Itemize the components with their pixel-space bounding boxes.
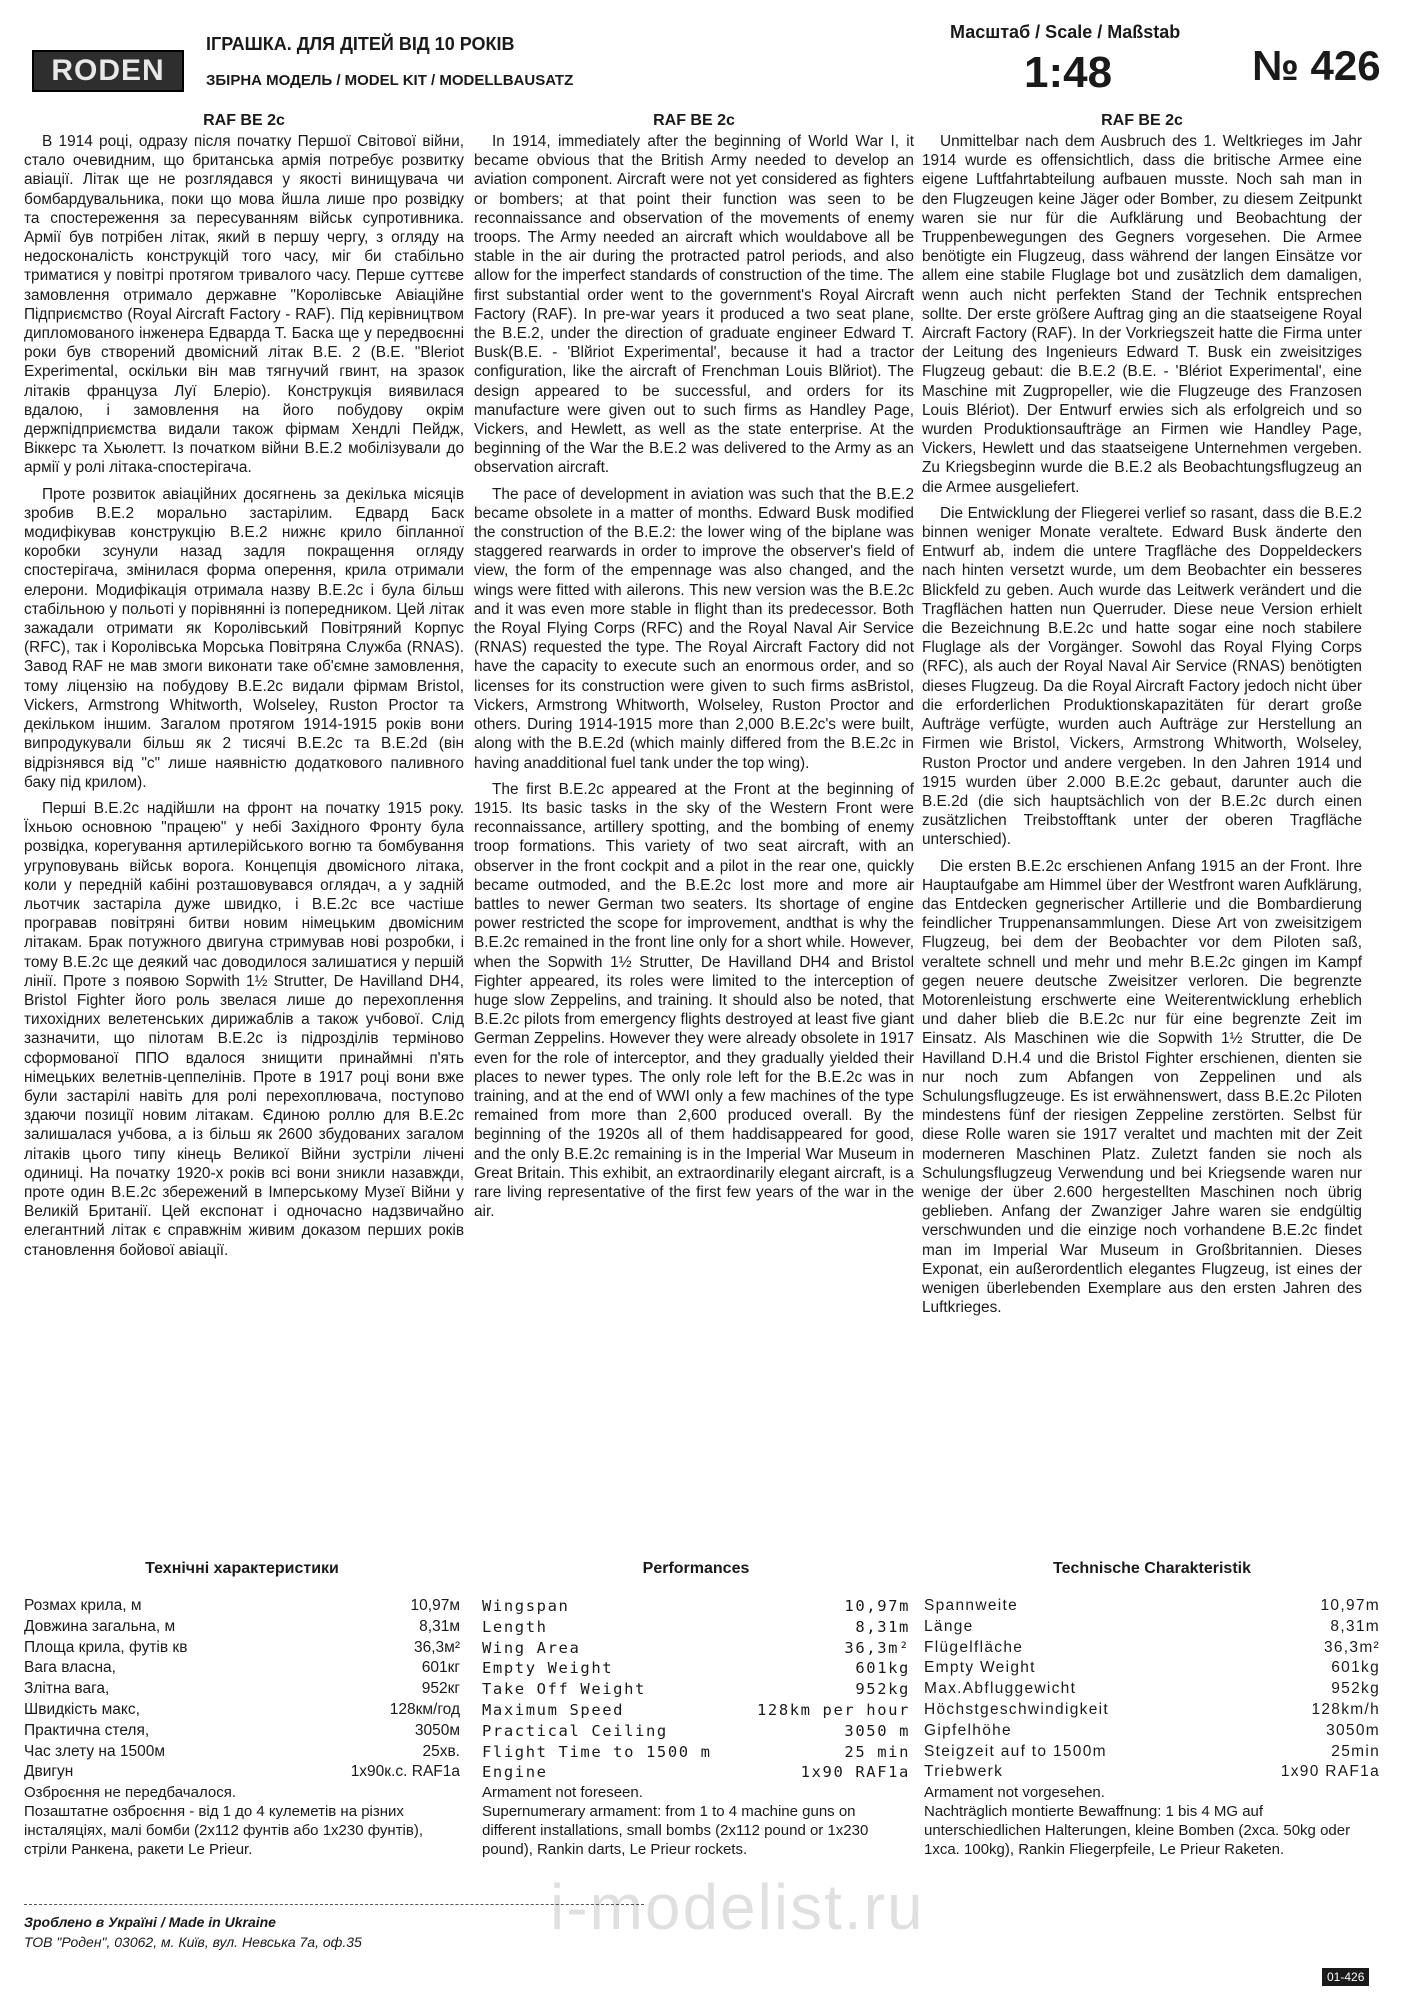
ukrainian-history-column: [24, 112, 464, 1267]
spec-value: 128км/год: [389, 1700, 460, 1718]
armament-note: Supernumerary armament: from 1 to 4 machine guns on different installations, small bombs (2x112 pound or 1x230 pound), Rankin darts, Le Prieur rockets.: [482, 1803, 869, 1859]
spec-row: [924, 1596, 1380, 1617]
spec-label: Швидкість макс,: [24, 1700, 140, 1718]
spec-value: 10,97m: [844, 1597, 910, 1615]
spec-row: [482, 1638, 910, 1659]
spec-row: [24, 1617, 460, 1638]
kit-number: № 426: [1252, 42, 1381, 89]
spec-value: 1x90 RAF1a: [800, 1763, 910, 1782]
spec-row: [24, 1658, 460, 1679]
spec-value: 25min: [1331, 1742, 1380, 1760]
scale-label: Масштаб / Scale / Maßstab: [950, 22, 1181, 42]
spec-row: [924, 1617, 1380, 1638]
spec-label: Flight Time to 1500 m: [482, 1742, 712, 1761]
spec-label: Take Off Weight: [482, 1680, 646, 1699]
spec-value: 1x90 RAF1a: [1280, 1763, 1380, 1781]
spec-row: [482, 1658, 910, 1679]
paragraph: Проте розвиток авіаційних досягнень за декілька місяців зробив B.E.2 морально застарілим. Едвард Баск модифікував конструкцію B.E.2 нижнє крило біпланної коробки зсунули назад задля покращення огляду спостерігача, змінилася форма оперення, крила отримали елерони. Модифікація отримала назву B.E.2c і була більш стабільною у польоті у порівнянні із попередником. Цей літак зажадали отримати як Королівський Повітряний Корпус (RFC), так і Королівська Морська Повітряна Служба (RNAS). Завод RAF не мав змоги виконати таке об'ємне замовлення, тому ліцензію на побудову B.E.2c видали фірмам Bristol, Vickers, Armstrong Whitworth, Wolseley, Ruston Proctor та декільком іншим. Загалом протягом 1914-1915 років вони випродукували більш як 2 тисячі B.E.2c та B.E.2d (він відрізнявся від "c" лише наявністю додаткового паливного баку під крилом).: [24, 485, 464, 791]
spec-value: 601kg: [855, 1659, 910, 1678]
armament-note: Позаштатне озброєння - від 1 до 4 кулеметів на різних інсталяціях, малі бомби (2х112 фунтів або 1х230 фунтів), стріли Ранкена, ракети Le Prieur.: [24, 1803, 424, 1859]
company-address: ТОВ "Роден", 03062, м. Київ, вул. Невська 7а, оф.35: [24, 1934, 362, 1950]
spec-value: 601kg: [1331, 1659, 1380, 1677]
header: [24, 10, 1381, 97]
spec-value: 36,3m²: [1323, 1638, 1380, 1656]
spec-value: 25хв.: [422, 1742, 460, 1760]
spec-label: Gipfelhöhe: [924, 1721, 1012, 1739]
german-specs-table: [924, 1560, 1380, 1859]
spec-value: 8,31m: [855, 1617, 910, 1636]
footer: [24, 1912, 362, 1952]
armament-note: Armament not vorgesehen.: [924, 1784, 1105, 1802]
spec-label: Вага власна,: [24, 1659, 116, 1677]
spec-value: 8,31м: [419, 1617, 460, 1635]
spec-label: Двигун: [24, 1763, 74, 1781]
spec-value: 3050м: [414, 1721, 460, 1739]
specs-heading: Технічні характеристики: [145, 1560, 339, 1577]
spec-value: 128km per hour: [756, 1700, 910, 1719]
spec-value: 601кг: [421, 1659, 460, 1677]
spec-value: 1x90к.с. RAF1a: [350, 1763, 460, 1781]
spec-label: Практична стеля,: [24, 1721, 150, 1739]
spec-row: [24, 1762, 460, 1783]
specs-heading: Performances: [642, 1560, 750, 1577]
spec-value: 10,97м: [410, 1597, 460, 1614]
spec-row: [924, 1638, 1380, 1659]
spec-value: 25 min: [844, 1742, 910, 1761]
armament-note: Озброєння не передбачалося.: [24, 1784, 236, 1802]
model-kit-subtitle: ЗБІРНА МОДЕЛЬ / MODEL KIT / MODELLBAUSATZ: [206, 72, 574, 89]
spec-row: [482, 1762, 910, 1783]
scale-value: 1:48: [1024, 48, 1113, 97]
spec-row: [482, 1617, 910, 1638]
ukrainian-specs-table: [24, 1560, 460, 1859]
spec-value: 8,31m: [1330, 1617, 1380, 1635]
age-warning-title: ІГРАШКА. ДЛЯ ДІТЕЙ ВІД 10 РОКІВ: [206, 34, 515, 54]
spec-value: 952kg: [855, 1680, 910, 1699]
column-heading: RAF BE 2c: [653, 112, 735, 129]
spec-value: 3050m: [1326, 1721, 1380, 1739]
spec-label: Площа крила, футів кв: [24, 1638, 188, 1656]
paragraph: In 1914, immediately after the beginning of World War I, it became obvious that the British Army needed to develop an aviation component. Aircraft were not yet considered as fighters or bombers; at that point their function was seen to be reconnaissance and observation of the movements of enemy troops. The Army needed an aircraft which wouldabove all be stable in the air during the protracted patrol periods, and also allow for the imperfect standards of construction of the time. The first substantial order went to the government's Royal Aircraft Factory (RAF). In pre-war years it produced a two seat plane, the B.E.2, under the direction of graduate engineer Edward T. Busk(B.E. - 'Blйriot Experimental', because it had a tractor configuration, like the aircraft of Frenchman Louis Blйriot). The design appeared to be successful, and orders for its manufacture were given out to such firms as Handley Page, Vickers, and Hewlett, as well as the state enterprise. At the beginning of the War the B.E.2 was delivered to the Army as an observation aircraft.: [474, 133, 914, 477]
spec-row: [24, 1638, 460, 1659]
spec-row: [24, 1700, 460, 1721]
spec-row: [24, 1742, 460, 1763]
spec-label: Wing Area: [482, 1638, 581, 1657]
column-heading: RAF BE 2c: [203, 112, 285, 129]
spec-row: [924, 1742, 1380, 1763]
spec-row: [24, 1596, 460, 1617]
spec-label: Wingspan: [482, 1597, 570, 1615]
spec-value: 36,3м²: [414, 1638, 460, 1656]
spec-label: Злітна вага,: [24, 1680, 110, 1698]
paragraph: Перші B.E.2c надійшли на фронт на початку 1915 року. Їхньою основною "працею" у небі Західного Фронту була розвідка, корегування артилерійського вогню та бомбування угруповувань військ ворога. Концепція двомісного літака, коли у передній кабіні розташовувався оглядач, а у задній льотчик застаріла дуже швидко, і B.E.2c все частіше програвав повітряні битви новим німецьким двомісним літакам. Брак потужного двигуна стримував нові розробки, і тому B.E.2c ще деякий час доводилося залишатися у першій лінії. Проте з появою Sopwith 1½ Strutter, De Havilland DH4, Bristol Fighter його роль звелася лише до перехоплення тихохідних велетенських дирижаблів а також учбової. Слід зазначити, що пілотам B.E.2c із підрозділів терміново сформованої ППО вдалося знищити принаймні п'ять німецьких велетнів-цеппелінів. Проте в 1917 році вони вже були застарілі навіть для ролі перехоплювача, поступово здаючи позиції новим літакам. Єдиною роллю для B.E.2c залишалася учбова, а із більш як 2600 збудованих загалом літаків цього типу кінець Великої Війни зустріли лічені одиниці. На початку 1920-х років всі вони зникли назавжди, проте один B.E.2c збережений в Імперському Музеї Війни у Великій Британії. Цей експонат і одночасно надзвичайно елегантний літак є справжнім живим доказом перших років становлення бойової авіації.: [24, 799, 464, 1259]
spec-row: [924, 1658, 1380, 1679]
specs-heading: Technische Charakteristik: [1052, 1560, 1251, 1577]
spec-row: [24, 1721, 460, 1742]
spec-label: Час злету на 1500м: [24, 1742, 166, 1760]
spec-label: Spannweite: [924, 1597, 1019, 1614]
spec-label: Розмах крила, м: [24, 1597, 142, 1614]
spec-row: [924, 1721, 1380, 1742]
spec-row: [924, 1762, 1380, 1783]
spec-label: Empty Weight: [482, 1659, 614, 1678]
spec-row: [482, 1596, 910, 1617]
spec-label: Practical Ceiling: [482, 1721, 668, 1740]
paragraph: Die ersten B.E.2c erschienen Anfang 1915 an der Front. Ihre Hauptaufgabe am Himmel über der Westfront waren Aufklärung, das Entdecken gegnerischer Artillerie und die Bombardierung feindlicher Truppenansammlungen. Diese Art von zweisitzigem Flugzeug, bei dem der Beobachter vor dem Piloten saß, veraltete schnell und mehr und mehr B.E.2c gingen im Kampf gegen neuere deutsche Zweisitzer verloren. Die begrenzte Motorenleistung erschwerte eine Weiterentwicklung erheblich und daher blieb die B.E.2c nur für eine begrenzte Zeit im Einsatz. Als Maschinen wie die Sopwith 1½ Strutter, die De Havilland D.H.4 und die Bristol Fighter erschienen, dienten sie nur noch zum Abfangen von Zeppelinen und als Schulungsflugzeuge. Es ist erwähnenswert, dass B.E.2c Piloten mindestens fünf der riesigen Zeppeline zerstörten. Selbst für diese Rolle waren sie 1917 veraltet und machten mit der Zeit moderneren Maschinen Platz. Zuletzt fanden sie noch als Schulungsflugzeug Verwendung und bei Kriegsende waren nur wenige der über 2.600 hergestellten Maschinen noch übrig geblieben. Anfang der Zwanziger Jahre waren sie endgültig verschwunden und die einzige noch vorhandene B.E.2c findet man im Imperial War Museum in Großbritannien. Dieses Exponat, ein außerordentlich elegantes Flugzeug, ist eines der wenigen überlebenden Exemplare aus den ersten Jahren des Luftkrieges.: [922, 857, 1362, 1317]
column-heading: RAF BE 2c: [1101, 112, 1183, 129]
spec-label: Max.Abfluggewicht: [924, 1680, 1077, 1698]
spec-label: Довжина загальна, м: [24, 1617, 176, 1635]
spec-row: [482, 1721, 910, 1742]
logo-text: RODEN: [51, 54, 165, 87]
spec-label: Length: [482, 1617, 548, 1636]
spec-row: [482, 1742, 910, 1763]
watermark: i-modelist.ru: [550, 1871, 925, 1943]
spec-row: [924, 1679, 1380, 1700]
paragraph: The first B.E.2c appeared at the Front at the beginning of 1915. Its basic tasks in the sky of the Western Front were reconnaissance, artillery spotting, and the bombing of enemy troop formations. This variety of two seat aircraft, with an observer in the front cockpit and a pilot in the rear one, quickly became outmoded, and the B.E.2c lost more and more air battles to newer German two seaters. Its shortage of engine power restricted the scope for improvement, andthat is why the B.E.2c remained in the front line only for a short while. However, when the Sopwith 1½ Strutter, De Havilland DH4 and Bristol Fighter appeared, its roles were limited to the interception of huge slow Zeppelins, and training. It should also be noted, that B.E.2c pilots from emergency flights destroyed at least five giant German Zeppelins. However they were already obsolete in 1917 even for the role of interceptor, and they gradually yielded their places to newer types. The only role left for the B.E.2c was in training, and at the end of WWI only a few machines of the type remained from more than 2,600 produced overall. By the beginning of the 1920s all of them haddisappeared for good, and the only B.E.2c remaining is in the Imperial War Museum in Great Britain. This exhibit, an extraordinarily elegant aircraft, is a rare living representative of the first few years of the war in the air.: [474, 780, 914, 1221]
spec-label: Engine: [482, 1763, 548, 1782]
spec-row: [482, 1700, 910, 1721]
spec-value: 952kg: [1331, 1680, 1380, 1698]
paragraph: В 1914 році, одразу після початку Першої Світової війни, стало очевидним, що британська армія потребує розвитку авіації. Літак ще не розглядався у якості винищувача чи бомбардувальника, поки що мова йшла лише про розвідку та спостереження за пересуванням військ супротивника. Армії був потрібен літак, який в першу чергу, з огляду на недосконалість конструкцій того часу, міг би стабільно триматися у повітрі протягом тривалого часу. Перше суттєве замовлення отримало державне "Королівське Авіаційне Підприємство (Royal Aircraft Factory - RAF). Під керівництвом дипломованого інженера Едварда Т. Баска ще у передвоєнні роки був створений двомісний літак B.E. 2 (B.E. "Bleriot Experimental, оскільки він мав тягнучий гвинт, на зразок літаків француза Луї Блеріо). Конструкція виявилася вдалою, і замовлення на його побудову окрім держпідприємства видали також фірмам Хендлі Пейдж, Віккерс та Хьюлетт. Із початком війни B.E.2 мобілізували до армії у ролі літака-спостерігача.: [24, 133, 464, 477]
spec-label: Triebwerk: [924, 1763, 1004, 1781]
spec-value: 36,3m²: [844, 1638, 910, 1657]
paragraph: Unmittelbar nach dem Ausbruch des 1. Weltkrieges im Jahr 1914 wurde es offensichtlich, dass die britische Armee eine eigene Luftfahrtabteilung aufbauen musste. Noch sah man in den Flugzeugen keine Jäger oder Bomber, zu diesem Zeitpunkt waren sie nur für die Aufklärung und Beobachtung der Truppenbewegungen des Gegners vorgesehen. Die Armee benötigte ein Flugzeug, dass während der langen Einsätze vor allem eine stabile Fluglage bot und zusätzlich dem damaligen, wenn auch nicht perfekten Stand der Technik entsprechen sollte. Der erste größere Auftrag ging an die staatseigene Royal Aircraft Factory (RAF). In der Vorkriegszeit hatte die Firma unter der Leitung des Ingenieurs Edward T. Busk ein zweisitziges Flugzeug gebaut: die B.E.2 (B.E. - 'Blériot Experimental', eine Maschine mit Zugpropeller, wie die Flugzeuge des Franzosen Louis Blériot). Der Entwurf erwies sich als erfolgreich und so wurden Produktionsaufträge an Firmen wie Handley Page, Vickers, Hewlett und das staatseigene Unternehmen vergeben. Zu Kriegsbeginn wurde die B.E.2 als Beobachtungsflugzeug an die Armee ausgeliefert.: [922, 133, 1362, 496]
spec-value: 3050 m: [844, 1721, 910, 1740]
spec-label: Maximum Speed: [482, 1700, 625, 1719]
spec-label: Empty Weight: [924, 1659, 1036, 1677]
armament-note: Armament not foreseen.: [482, 1784, 643, 1802]
spec-row: [24, 1679, 460, 1700]
spec-label: Steigzeit auf to 1500m: [924, 1742, 1107, 1760]
english-history-column: [474, 112, 914, 1228]
made-in-label: Зроблено в Україні / Made in Ukraine: [24, 1914, 276, 1930]
paragraph: Die Entwicklung der Fliegerei verlief so rasant, dass die B.E.2 binnen weniger Monate veraltete. Edward Busk änderte den Entwurf ab, indem die untere Tragfläche des Doppeldeckers nach hinten versetzt wurde, um dem Beobachter ein besseres Blickfeld zu geben. Auch wurde das Leitwerk verändert und die Tragflächen hatten nun Querruder. Diese neue Version erhielt die Bezeichnung B.E.2c und hatte sogar eine noch stabilere Fluglage als der Vorgänger. Sowohl das Royal Flying Corps (RFC), als auch der Royal Naval Air Service (RNAS) benötigten dieses Flugzeug. Da die Royal Aircraft Factory jedoch nicht über die erforderlichen Produktionskapazitäten für derart große Aufträge verfügte, wurden auch Aufträge zur Herstellung an Firmen wie Bristol, Vickers, Armstrong Whitworth, Wolseley, Ruston Proctor und andere vergeben. In den Jahren 1914 und 1915 wurden über 2.000 B.E.2c gebaut, darunter auch die B.E.2d (die sich hauptsächlich von der B.E.2c durch einen zusätzlichen Treibstofftank unter der oberen Tragfläche unterschied).: [922, 504, 1362, 849]
paragraph: The pace of development in aviation was such that the B.E.2 became obsolete in a matter of months. Edward Busk modified the construction of the B.E.2: the lower wing of the biplane was staggered rearwards in order to improve the observer's field of view, the form of the empennage was also changed, and the wings were fitted with ailerons. This new version was the B.E.2c and it was even more stable in flight than its predecessor. Both the Royal Flying Corps (RFC) and the Royal Naval Air Service (RNAS) requested the type. The Royal Aircraft Factory did not have the capacity to execute such an enormous order, and so licenses for its construction were given to such firms asBristol, Vickers, Armstrong Whitworth, Wolseley, Ruston Proctor and others. During 1914-1915 more than 2,000 B.E.2c's were built, along with the B.E.2d (which mainly differed from the B.E.2c in having anadditional fuel tank under the top wing).: [474, 485, 914, 772]
spec-row: [924, 1700, 1380, 1721]
spec-value: 10,97m: [1320, 1597, 1380, 1614]
roden-logo: [32, 50, 184, 92]
spec-value: 128km/h: [1311, 1700, 1380, 1718]
spec-label: Länge: [924, 1617, 974, 1635]
spec-value: 952кг: [421, 1680, 460, 1698]
document-code: 01-426: [1322, 1968, 1369, 1986]
spec-row: [482, 1679, 910, 1700]
spec-label: Flügelfläche: [924, 1638, 1024, 1656]
german-history-column: [922, 112, 1362, 1324]
armament-note: Nachträglich montierte Bewaffnung: 1 bis 4 MG auf unterschiedlichen Halterungen, kleine Bomben (2xca. 50kg oder 1xca. 100kg), Rankin Fliegerpfeile, Le Prieur Raketen.: [924, 1803, 1351, 1859]
spec-label: Höchstgeschwindigkeit: [924, 1700, 1109, 1718]
english-specs-table: [482, 1560, 910, 1859]
